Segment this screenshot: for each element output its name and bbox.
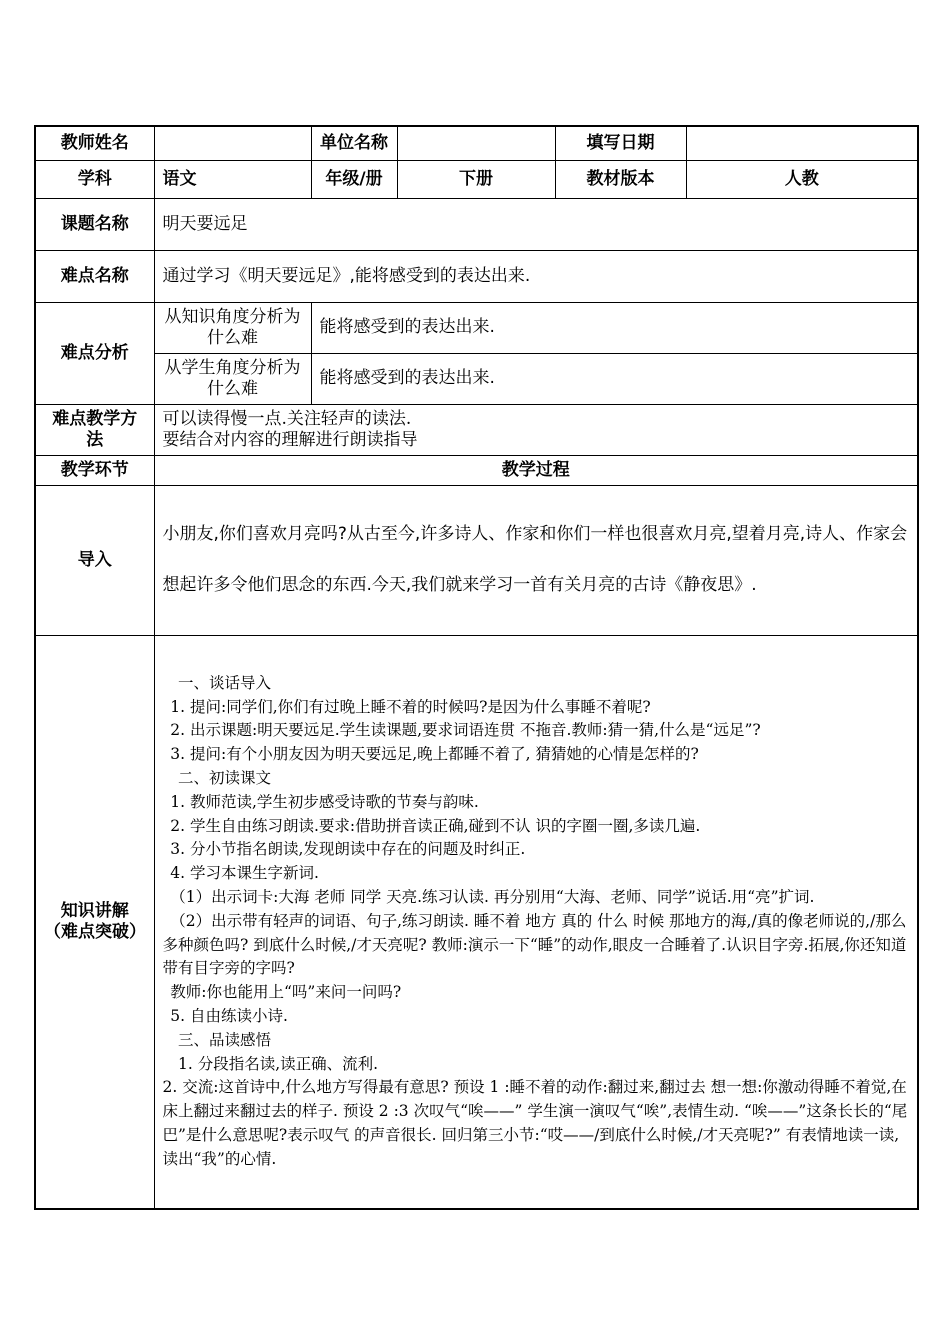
unit-name-value (397, 126, 555, 160)
knowledge-line: 三、品读感悟 (178, 1030, 272, 1049)
difficulty-label: 难点名称 (35, 250, 154, 302)
knowledge-line: （1）出示词卡:大海 老师 同学 天亮.练习认读. 再分别用“大海、老师、同学”说话.用“亮”扩词. (170, 888, 815, 907)
knowledge-line: 二、初读课文 (178, 769, 272, 788)
analysis-knowledge-label: 从知识角度分析为什么难 (154, 302, 311, 353)
process-header: 教学过程 (154, 455, 918, 485)
knowledge-label: 知识讲解（难点突破） (35, 635, 154, 1209)
analysis-student-value: 能将感受到的表达出来. (311, 353, 918, 404)
header-row-2 (35, 160, 918, 198)
difficulty-row (35, 250, 918, 302)
knowledge-row (35, 635, 918, 1209)
method-value (154, 404, 918, 455)
process-header-row (35, 455, 918, 485)
analysis-row-knowledge (35, 302, 918, 353)
edition-value: 人教 (686, 160, 918, 198)
topic-value: 明天要远足 (154, 198, 918, 250)
topic-label: 课题名称 (35, 198, 154, 250)
topic-row (35, 198, 918, 250)
method-row (35, 404, 918, 455)
knowledge-line: 4. 学习本课生字新词. (170, 864, 319, 883)
knowledge-line: （2）出示带有轻声的词语、句子,练习朗读. 睡不着 地方 真的 什么 时候 那地方的海,/真的像老师说的,/那么多种颜色吗? 到底什么时候,/才天亮呢? 教师:演示一下“睡”的动作,眼皮一合睡着了.认识目字旁.拓展,你还知道带有目字旁的字吗? (162, 911, 907, 978)
knowledge-line: 教师:你也能用上“吗”来问一问吗? (170, 983, 402, 1002)
fill-date-label: 填写日期 (555, 126, 686, 160)
analysis-student-label: 从学生角度分析为什么难 (154, 353, 311, 404)
knowledge-line: 2. 学生自由练习朗读.要求:借助拼音读正确,碰到不认 识的字圈一圈,多读几遍. (170, 816, 701, 835)
knowledge-line: 1. 提问:同学们,你们有过晚上睡不着的时候吗?是因为什么事睡不着呢? (170, 697, 651, 716)
method-label: 难点教学方法 (35, 404, 154, 455)
knowledge-line: 3. 提问:有个小朋友因为明天要远足,晚上都睡不着了, 猜猜她的心情是怎样的? (170, 745, 699, 764)
edition-label: 教材版本 (555, 160, 686, 198)
knowledge-cell (154, 635, 918, 1209)
header-row-1 (35, 126, 918, 160)
method-line-1: 可以读得慢一点.关注轻声的读法. (162, 409, 412, 430)
intro-label: 导入 (35, 485, 154, 635)
intro-row (35, 485, 918, 635)
teacher-name-label: 教师姓名 (35, 126, 154, 160)
analysis-label: 难点分析 (35, 302, 154, 404)
knowledge-line: 1. 教师范读,学生初步感受诗歌的节奏与韵味. (170, 792, 479, 811)
knowledge-line: 5. 自由练读小诗. (170, 1007, 288, 1026)
knowledge-line: 1. 分段指名读,读正确、流利. (178, 1054, 379, 1073)
analysis-row-student (35, 353, 918, 404)
grade-value: 下册 (397, 160, 555, 198)
knowledge-line: 2. 交流:这首诗中,什么地方写得最有意思? 预设 1 :睡不着的动作:翻过来,翻过去 想一想:你激动得睡不着觉,在床上翻过来翻过去的样子. 预设 2 :3 次叹气“唉——” 学生演一演叹气“唉”,表情生动. “唉——”这条长长的“尾巴”是什么意思呢?表示叹气 的声音很长. 回归第三小节:“哎——/到底什么时候,/才天亮呢?” 有表情地读一读,读出“我”的心情. (162, 1078, 908, 1168)
intro-text: 小朋友,你们喜欢月亮吗?从古至今,许多诗人、作家和你们一样也很喜欢月亮,望着月亮,诗人、作家会想起许多令他们思念的东西.今天,我们就来学习一首有关月亮的古诗《静夜思》. (162, 524, 908, 595)
analysis-knowledge-value: 能将感受到的表达出来. (311, 302, 918, 353)
knowledge-line: 一、谈话导入 (178, 673, 272, 692)
knowledge-line: 2. 出示课题:明天要远足.学生读课题,要求词语连贯 不拖音.教师:猜一猜,什么是“远足”? (170, 721, 761, 740)
subject-value: 语文 (154, 160, 311, 198)
teacher-name-value (154, 126, 311, 160)
knowledge-line: 3. 分小节指名朗读,发现朗读中存在的问题及时纠正. (170, 840, 526, 859)
difficulty-value: 通过学习《明天要远足》,能将感受到的表达出来. (154, 250, 918, 302)
unit-name-label: 单位名称 (311, 126, 397, 160)
fill-date-value (686, 126, 918, 160)
intro-cell (154, 485, 918, 635)
method-line-2: 要结合对内容的理解进行朗读指导 (162, 429, 418, 450)
lesson-plan-table (34, 125, 919, 1210)
subject-label: 学科 (35, 160, 154, 198)
stage-header: 教学环节 (35, 455, 154, 485)
grade-label: 年级/册 (311, 160, 397, 198)
